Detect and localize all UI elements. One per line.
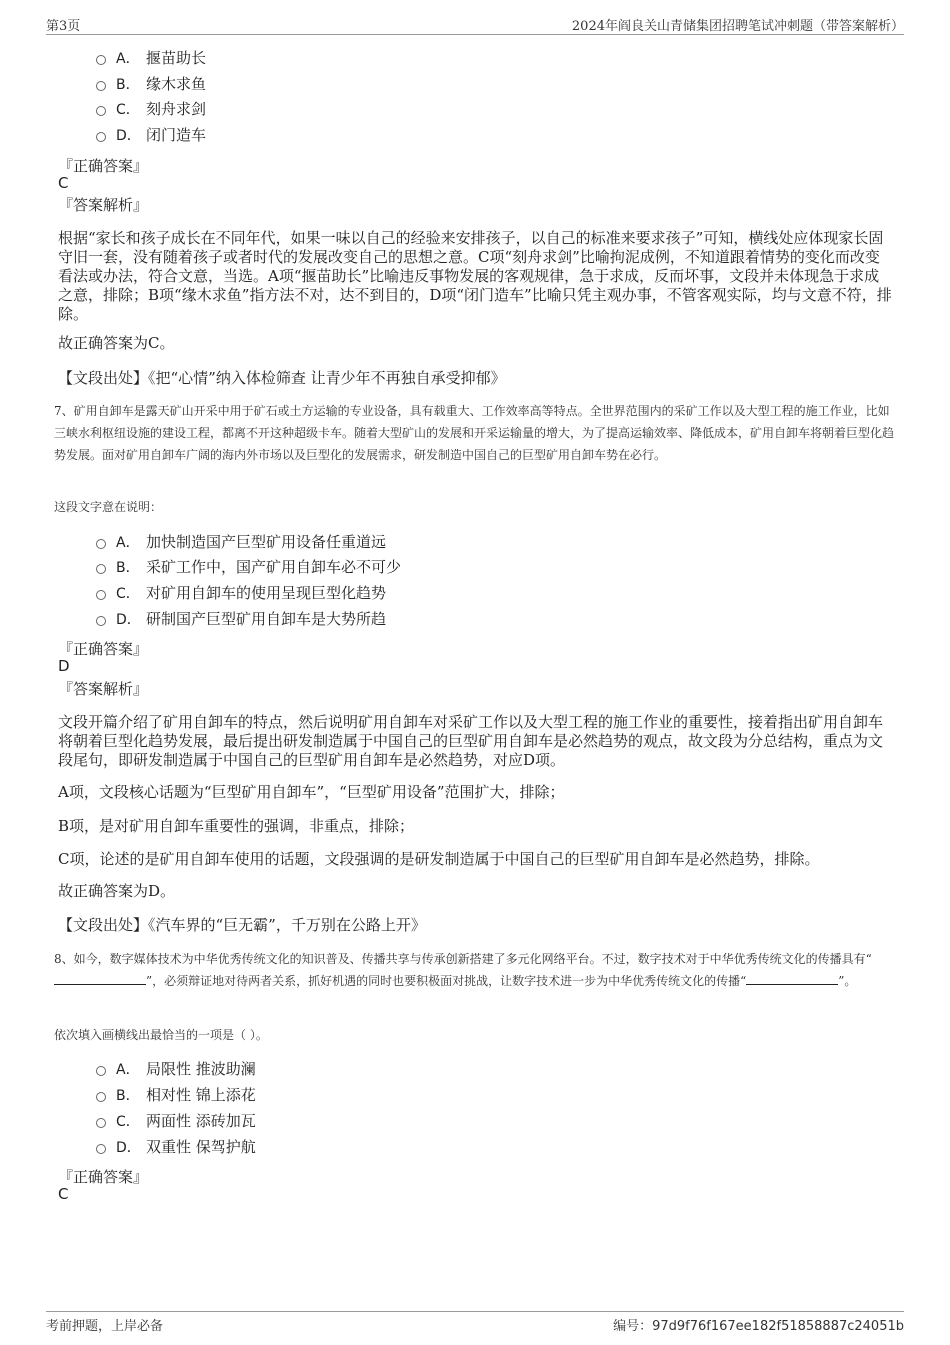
radio-icon[interactable] [96,55,106,65]
q7-prompt: 这段文字意在说明： [54,500,163,514]
q8-question-text: 8、如今，数字媒体技术为中华优秀传统文化的知识普及、传播共享与传承创新搭建了多元化网络平台。不过，数字技术对于中华优秀传统文化的传播具有“”，必须辩证地对待两者关系，抓好机遇的同时也要积极面对挑战，让数字技术进一步为中华优秀传统文化的传播“ ”。 [54,952,872,988]
q6-source: 【文段出处】《把“心情”纳入体检筛查 让青少年不再独自承受抑郁》 [58,369,506,387]
radio-icon[interactable] [96,1092,106,1102]
q6-conclusion: 故正确答案为C。 [58,334,175,352]
q8-option-b[interactable]: B． 相对性 锦上添花 [96,1084,256,1106]
q6-analysis-label: 『答案解析』 [58,196,149,214]
q6-option-a[interactable]: A． 揠苗助长 [96,47,206,69]
footer-code: 编号：97d9f76f167ee182f51858887c24051b [613,1319,904,1334]
q7-conclusion: 故正确答案为D。 [58,882,176,900]
q6-answer: C [58,174,69,192]
radio-icon[interactable] [96,81,106,91]
page-footer [46,1311,904,1336]
radio-icon[interactable] [96,1118,106,1128]
q7-option-c[interactable]: C． 对矿用自卸车的使用呈现巨型化趋势 [96,582,386,604]
q8-blank-2[interactable] [746,972,838,985]
q7-answer-label: 『正确答案』 [58,640,149,658]
q7-point-a: A项，文段核心话题为“巨型矿用自卸车”，“巨型矿用设备”范围扩大，排除； [58,783,565,801]
radio-icon[interactable] [96,616,106,626]
q6-option-c[interactable]: C． 刻舟求剑 [96,98,206,120]
q7-question-text: 7、矿用自卸车是露天矿山开采中用于矿石或土方运输的专业设备，具有载重大、工作效率高等特点。全世界范围内的采矿工作以及大型工程的施工作业，比如三峡水利枢纽设施的建设工程，都离不开这种超级卡车。随着大型矿山的发展和开采运输量的增大，为了提高运输效率、降低成本，矿用自卸车将朝着巨型化趋势发展。面对矿用自卸车广阔的海内外市场以及巨型化的发展需求，研发制造中国自己的巨型矿用自卸车势在必行。 [54,404,895,462]
q8-blank-1[interactable] [54,972,146,985]
page-header [46,14,904,35]
q7-point-b: B项，是对矿用自卸车重要性的强调，非重点，排除； [58,817,415,835]
q7-point-c: C项，论述的是矿用自卸车使用的话题，文段强调的是研发制造属于中国自己的巨型矿用自卸车是必然趋势，排除。 [58,850,820,868]
page-number: 第3页 [46,19,81,34]
radio-icon[interactable] [96,1066,106,1076]
q7-option-b[interactable]: B． 采矿工作中，国产矿用自卸车必不可少 [96,556,401,578]
radio-icon[interactable] [96,590,106,600]
q8-option-d[interactable]: D． 双重性 保驾护航 [96,1136,256,1158]
radio-icon[interactable] [96,564,106,574]
radio-icon[interactable] [96,1144,106,1154]
q8-option-c[interactable]: C． 两面性 添砖加瓦 [96,1110,256,1132]
q6-option-b[interactable]: B． 缘木求鱼 [96,73,206,95]
q8-option-a[interactable]: A． 局限性 推波助澜 [96,1058,256,1080]
q6-option-d[interactable]: D． 闭门造车 [96,124,206,146]
q7-source: 【文段出处】《汽车界的“巨无霸”，千万别在公路上开》 [58,916,426,934]
q8-answer-label: 『正确答案』 [58,1168,149,1186]
radio-icon[interactable] [96,132,106,142]
q8-answer: C [58,1185,69,1203]
q7-analysis-label: 『答案解析』 [58,680,149,698]
q8-prompt: 依次填入画横线出最恰当的一项是（ ）。 [54,1028,268,1042]
q7-option-a[interactable]: A． 加快制造国产巨型矿用设备任重道远 [96,531,386,553]
q6-analysis: 根据“家长和孩子成长在不同年代，如果一味以自己的经验来安排孩子，以自己的标准来要求孩子”可知，横线处应体现家长固守旧一套，没有随着孩子或者时代的发展改变自己的思想之意。C项“刻舟求剑”比喻拘泥成例，不知道跟着情势的变化而改变看法或办法，符合文意，当选。A项“揠苗助长”比喻违反事物发展的客观规律，急于求成，反而坏事，文段并未体现急于求成之意，排除；B项“缘木求鱼”指方法不对，达不到目的，D项“闭门造车”比喻只凭主观办事，不管客观实际，均与文意不符，排除。 [58,229,892,323]
q7-option-d[interactable]: D． 研制国产巨型矿用自卸车是大势所趋 [96,608,386,630]
q7-answer: D [58,657,70,675]
document-title: 2024年阎良关山青储集团招聘笔试冲刺题（带答案解析） [571,19,904,34]
radio-icon[interactable] [96,106,106,116]
footer-slogan: 考前押题，上岸必备 [46,1319,164,1334]
q7-analysis: 文段开篇介绍了矿用自卸车的特点，然后说明矿用自卸车对采矿工作以及大型工程的施工作业的重要性，接着指出矿用自卸车将朝着巨型化趋势发展，最后提出研发制造属于中国自己的巨型矿用自卸车是必然趋势的观点，故文段为分总结构，重点为文段尾句，即研发制造属于中国自己的巨型矿用自卸车是必然趋势，对应D项。 [58,713,884,769]
q6-answer-label: 『正确答案』 [58,157,149,175]
radio-icon[interactable] [96,539,106,549]
